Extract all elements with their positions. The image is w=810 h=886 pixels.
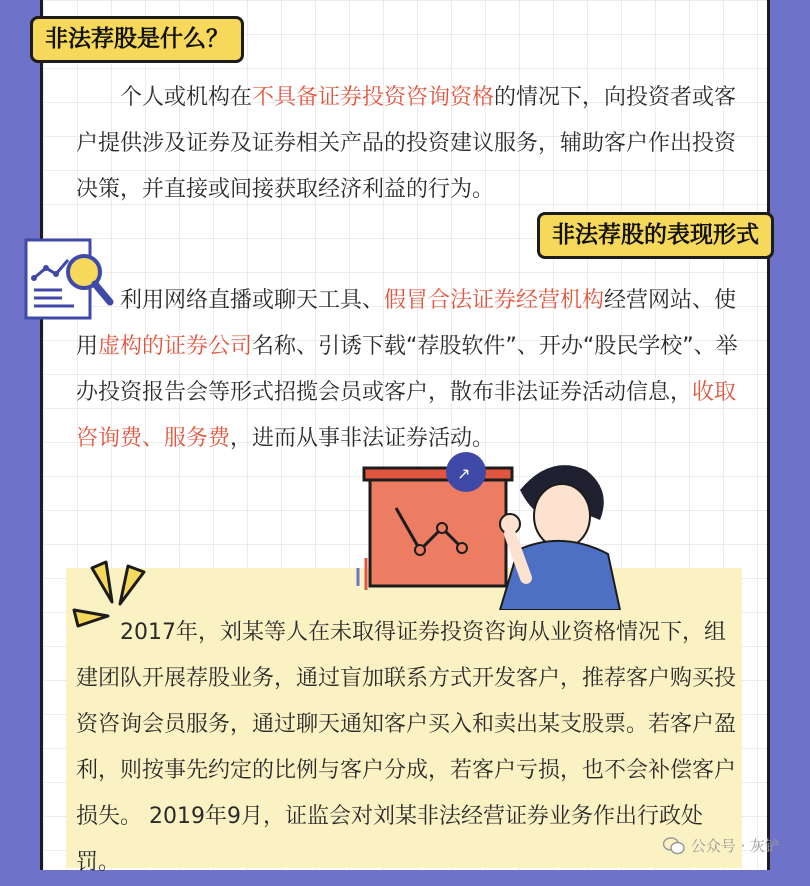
forms-paragraph: [76, 278, 741, 462]
case-paragraph: [76, 610, 741, 886]
para2-seg4: 名称、引诱下载“荐股软件”、开办“股民学校”、举办投资报告会等形式招揽会员或客户，散布非法证券活动信息，: [76, 334, 738, 405]
watermark: [663, 835, 780, 856]
para2-seg0: 利用网络直播或聊天工具、: [120, 288, 385, 313]
para2-seg2: 经营网站、使用: [76, 288, 737, 359]
watermark-text: 公众号 · 灰铲: [690, 837, 780, 855]
svg-text:↗: ↗: [457, 464, 471, 483]
para1-seg2: 的情况下，向投资者或客户提供涉及证券及证券相关产品的投资建议服务，辅助客户作出投资决策，并直接或间接获取经济利益的行为。: [76, 85, 737, 202]
para2-seg3: 虚构的证券公司: [98, 334, 253, 359]
para2-seg1: 假冒合法证券经营机构: [384, 288, 605, 313]
left-frame: [0, 0, 40, 870]
wechat-icon: [663, 837, 685, 855]
section-title-forms: 非法荐股的表现形式: [537, 212, 774, 259]
presentation-chart-icon: [350, 450, 630, 610]
case-text: 2017年，刘某等人在未取得证券投资咨询从业资格情况下，组建团队开展荐股业务，通过盲加联系方式开发客户，推荐客户购买投资咨询会员服务，通过聊天通知客户买入和卖出某支股票。若客户盈利，则按事先约定的比例与客户分成，若客户亏损，也不会补偿客户损失。 2019年9月，证监会对刘某非法经营证券业务作出行政处罚。: [76, 620, 737, 875]
para2-seg5: 收取咨询费、服务费: [76, 380, 737, 451]
section-title-what-is: 非法荐股是什么？: [30, 16, 244, 63]
para2-seg6: ，进而从事非法证券活动。: [230, 426, 495, 451]
definition-paragraph: [76, 75, 741, 213]
para1-seg1: 不具备证券投资咨询资格: [252, 85, 495, 110]
para1-seg0: 个人或机构在: [120, 85, 253, 110]
